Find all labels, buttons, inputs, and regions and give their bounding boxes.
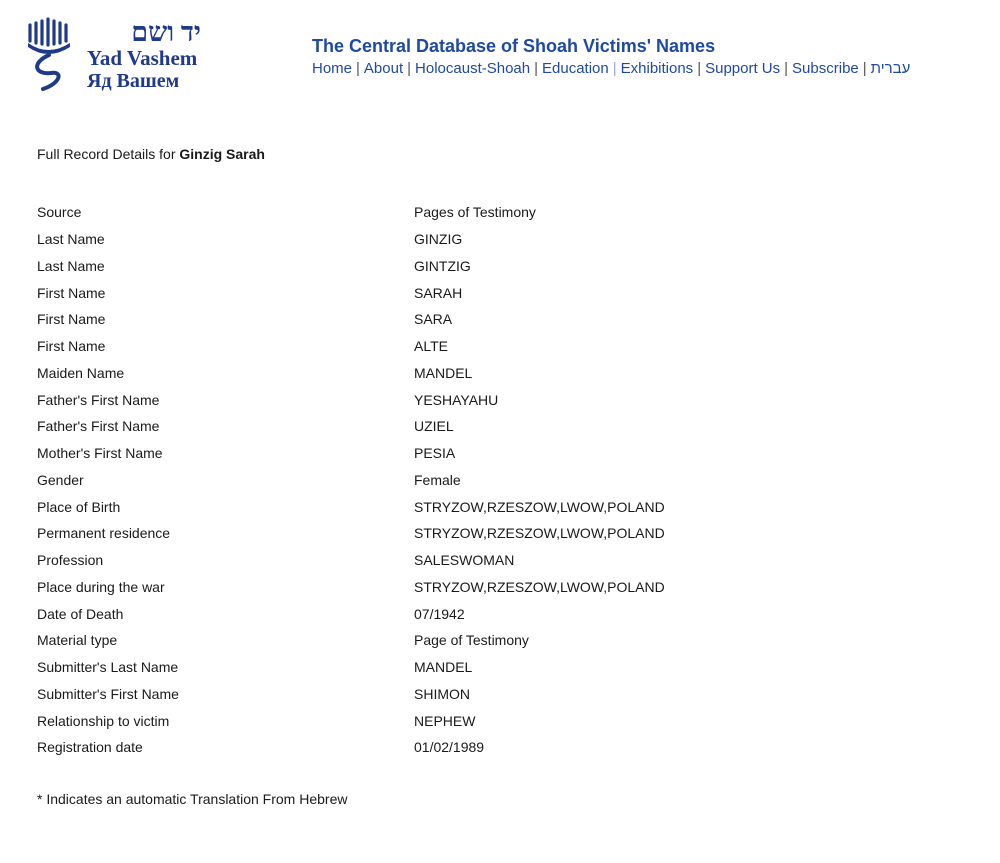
record-row-mothers-first-name xyxy=(37,440,665,467)
nav-education-link[interactable]: Education xyxy=(542,60,609,77)
nav-hebrew-link[interactable]: עברית xyxy=(870,60,911,77)
record-row-fathers-first-name xyxy=(37,386,665,413)
record-row-first-name xyxy=(37,279,665,306)
nav-separator: | xyxy=(407,60,412,77)
field-label: Father's First Name xyxy=(37,391,160,408)
field-value: STRYZOW,RZESZOW,LWOW,POLAND xyxy=(414,498,665,515)
field-value: PESIA xyxy=(414,445,456,462)
nav-home-link[interactable]: Home xyxy=(312,60,353,77)
record-row-fathers-first-name xyxy=(37,413,665,440)
logo-hebrew-text: יד ושם xyxy=(131,17,201,47)
yad-vashem-logo[interactable] xyxy=(25,17,210,95)
logo-russian-text: Яд Вашем xyxy=(87,70,180,92)
field-value: UZIEL xyxy=(414,418,454,435)
record-row-place-of-birth xyxy=(37,493,665,520)
translation-footnote: * Indicates an automatic Translation From Hebrew xyxy=(37,791,348,807)
logo-english-text: Yad Vashem xyxy=(87,46,198,70)
record-row-registration-date xyxy=(37,734,665,761)
field-label: Submitter's First Name xyxy=(37,685,179,702)
field-value: Pages of Testimony xyxy=(414,204,536,221)
nav-support-us-link[interactable]: Support Us xyxy=(705,60,781,77)
record-row-last-name xyxy=(37,226,665,253)
field-label: Material type xyxy=(37,632,118,649)
field-label: Relationship to victim xyxy=(37,712,170,729)
nav-holocaust-shoah-link[interactable]: Holocaust-Shoah xyxy=(415,60,531,77)
record-row-source xyxy=(37,199,665,226)
field-value: YESHAYAHU xyxy=(414,391,499,408)
field-value: GINZIG xyxy=(414,231,463,248)
site-title[interactable]: The Central Database of Shoah Victims' Names xyxy=(312,36,716,56)
field-value: NEPHEW xyxy=(414,712,476,729)
field-value: MANDEL xyxy=(414,659,473,676)
record-row-gender xyxy=(37,467,665,494)
field-value: 01/02/1989 xyxy=(414,739,485,756)
field-value: SARAH xyxy=(414,284,463,301)
field-value: SHIMON xyxy=(414,685,470,702)
record-row-maiden-name xyxy=(37,360,665,387)
nav-separator: | xyxy=(612,60,617,77)
record-person-name: Ginzig Sarah xyxy=(179,146,265,162)
field-label: Submitter's Last Name xyxy=(37,659,179,676)
field-value: Female xyxy=(414,471,461,488)
record-row-first-name xyxy=(37,333,665,360)
field-value: SARA xyxy=(414,311,453,328)
field-label: Last Name xyxy=(37,231,105,248)
record-heading xyxy=(37,146,265,162)
record-row-date-of-death xyxy=(37,600,665,627)
field-label: Source xyxy=(37,204,82,221)
field-label: Gender xyxy=(37,471,84,488)
record-row-last-name xyxy=(37,253,665,280)
nav-about-link[interactable]: About xyxy=(363,60,404,77)
nav-separator: | xyxy=(862,60,867,77)
record-row-first-name xyxy=(37,306,665,333)
menorah-flame-icon xyxy=(25,17,77,91)
top-navigation xyxy=(312,60,910,77)
field-label: Maiden Name xyxy=(37,364,125,381)
nav-exhibitions-link[interactable]: Exhibitions xyxy=(620,60,694,77)
field-label: Date of Death xyxy=(37,605,124,622)
field-value: 07/1942 xyxy=(414,605,465,622)
field-value: Page of Testimony xyxy=(414,632,529,649)
field-value: SALESWOMAN xyxy=(414,552,515,569)
field-label: Mother's First Name xyxy=(37,445,163,462)
record-row-permanent-residence xyxy=(37,520,665,547)
field-value: STRYZOW,RZESZOW,LWOW,POLAND xyxy=(414,525,665,542)
field-label: Father's First Name xyxy=(37,418,160,435)
field-value: STRYZOW,RZESZOW,LWOW,POLAND xyxy=(414,578,665,595)
field-label: First Name xyxy=(37,311,106,328)
nav-separator: | xyxy=(784,60,789,77)
field-label: Profession xyxy=(37,552,104,569)
field-label: Place during the war xyxy=(37,578,165,595)
nav-separator: | xyxy=(356,60,360,77)
field-label: First Name xyxy=(37,284,106,301)
record-row-relationship-to-victim xyxy=(37,707,665,734)
field-label: Permanent residence xyxy=(37,525,171,542)
record-row-profession xyxy=(37,547,665,574)
nav-separator: | xyxy=(697,60,702,77)
field-value: GINTZIG xyxy=(414,257,471,274)
record-row-submitters-last-name xyxy=(37,654,665,681)
nav-separator: | xyxy=(534,60,539,77)
field-value: MANDEL xyxy=(414,364,473,381)
field-label: First Name xyxy=(37,338,106,355)
field-label: Place of Birth xyxy=(37,498,121,515)
record-row-place-during-war xyxy=(37,574,665,601)
field-label: Last Name xyxy=(37,257,105,274)
record-details-table xyxy=(37,199,665,761)
record-row-material-type xyxy=(37,627,665,654)
field-value: ALTE xyxy=(414,338,448,355)
field-label: Registration date xyxy=(37,739,143,756)
record-heading-prefix: Full Record Details for xyxy=(37,146,180,162)
record-row-submitters-first-name xyxy=(37,681,665,708)
nav-subscribe-link[interactable]: Subscribe xyxy=(792,60,859,77)
